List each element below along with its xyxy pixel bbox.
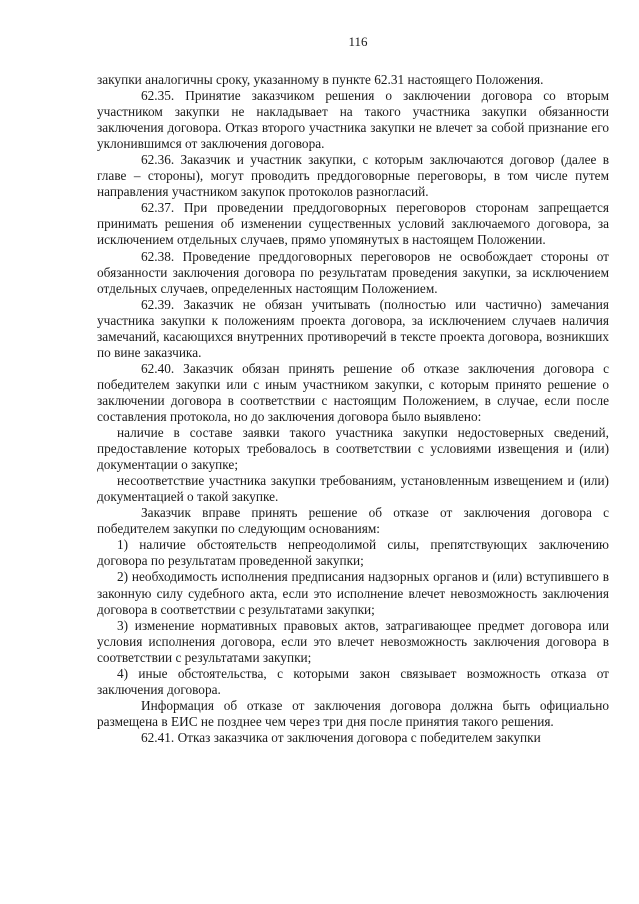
list-item-false-info: наличие в составе заявки такого участника закупки недостоверных сведений, предоставление которых требовалось в соответствии с условиями извещения и (или) документации о закупке; bbox=[97, 425, 609, 473]
list-item-noncompliance: несоответствие участника закупки требованиям, установленным извещением и (или) документацией о такой закупке. bbox=[97, 473, 609, 505]
paragraph-62-40: 62.40. Заказчик обязан принять решение об отказе заключения договора с победителем закупки или с иным участником закупки, с которым принято решение о заключении договора в соответствии с настоящим Положением, в случае, если после составления протокола, но до заключения договора было выявлено: bbox=[97, 360, 609, 424]
paragraph-62-39: 62.39. Заказчик не обязан учитывать (полностью или частично) замечания участника закупки к положениям проекта договора, за исключением случаев наличия замечаний, касающихся внутренних противоречий в тексте проекта договора, возникших по вине заказчика. bbox=[97, 296, 609, 360]
paragraph-eis-info: Информация об отказе от заключения договора должна быть официально размещена в ЕИС не позднее чем через три дня после принятия такого решения. bbox=[97, 697, 609, 729]
paragraph-62-36: 62.36. Заказчик и участник закупки, с которым заключаются договор (далее в главе – стороны), могут проводить преддоговорные переговоры, в том числе путем направления участником закупок протоколов разногласий. bbox=[97, 152, 609, 200]
list-item-3: 3) изменение нормативных правовых актов, затрагивающее предмет договора или условия исполнения договора, если это влечет невозможность заключения договора в соответствии с результатами закупки; bbox=[97, 617, 609, 665]
paragraph-refusal-grounds: Заказчик вправе принять решение об отказе от заключения договора с победителем закупки по следующим основаниям: bbox=[97, 505, 609, 537]
list-item-4: 4) иные обстоятельства, с которыми закон связывает возможность отказа от заключения договора. bbox=[97, 665, 609, 697]
paragraph-62-41: 62.41. Отказ заказчика от заключения договора с победителем закупки bbox=[141, 729, 541, 745]
list-item-2: 2) необходимость исполнения предписания надзорных органов и (или) вступившего в законную силу судебного акта, если это исполнение влечет невозможность заключения договора в соответствии с результатами закупки; bbox=[97, 569, 609, 617]
paragraph-62-38: 62.38. Проведение преддоговорных переговоров не освобождает стороны от обязанности заключения договора по результатам проведения закупки, за исключением отдельных случаев, определенных настоящим Положением. bbox=[97, 248, 609, 296]
paragraph-62-35: 62.35. Принятие заказчиком решения о заключении договора со вторым участником закупки не накладывает на такого участника закупки обязанности заключения договора. Отказ второго участника закупки не влечет за собой признание его уклонившимся от заключения договора. bbox=[97, 88, 609, 152]
body-text bbox=[97, 72, 609, 746]
paragraph-continuation: закупки аналогичны сроку, указанному в пункте 62.31 настоящего Положения. bbox=[97, 72, 544, 87]
page-number: 116 bbox=[348, 34, 368, 49]
list-item-1: 1) наличие обстоятельств непреодолимой силы, препятствующих заключению договора по результатам проведенной закупки; bbox=[97, 537, 609, 569]
paragraph-62-37: 62.37. При проведении преддоговорных переговоров сторонам запрещается принимать решения об изменении существенных условий заключаемого договора, за исключением отдельных случаев, прямо упомянутых в настоящем Положении. bbox=[97, 200, 609, 248]
